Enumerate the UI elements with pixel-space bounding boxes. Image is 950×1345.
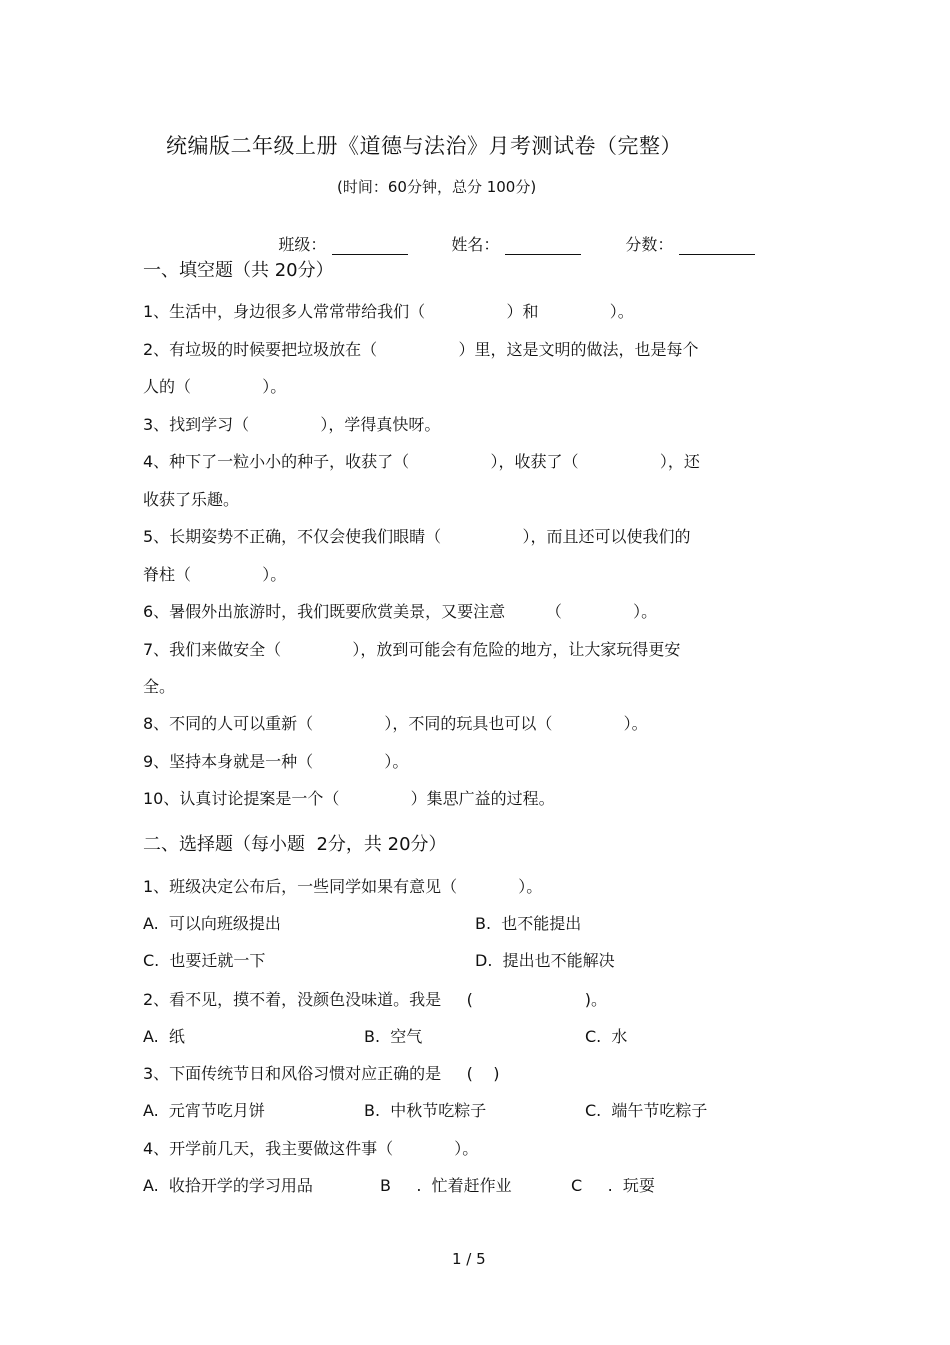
option-a: A. 收拾开学的学习用品 xyxy=(143,1176,313,1195)
section1-heading: 一、填空题（共 20分） xyxy=(143,260,334,281)
class-blank xyxy=(332,236,408,255)
class-label: 班级： xyxy=(278,235,327,254)
fill-line: 10、认真讨论提案是一个（ ）集思广益的过程。 xyxy=(143,789,555,808)
question-4: 4、开学前几天，我主要做这件事（ ）。 xyxy=(143,1139,479,1158)
fill-line: 脊柱（ ）。 xyxy=(143,565,287,584)
fill-line: 4、种下了一粒小小的种子，收获了（ ），收获了（ ），还 xyxy=(143,452,700,471)
fill-line: 收获了乐趣。 xyxy=(143,490,240,509)
option-c: C . 玩耍 xyxy=(571,1176,655,1195)
fill-line: 6、暑假外出旅游时，我们既要欣赏美景，又要注意 （ ）。 xyxy=(143,602,658,621)
exam-subtitle: (时间：60分钟，总分 100分) xyxy=(337,178,537,196)
fill-line: 5、长期姿势不正确，不仅会使我们眼睛（ ），而且还可以使我们的 xyxy=(143,527,691,546)
fill-line: 9、坚持本身就是一种（ ）。 xyxy=(143,752,409,771)
fill-line: 人的（ ）。 xyxy=(143,377,287,396)
option-c: C. 水 xyxy=(585,1027,628,1046)
name-blank xyxy=(505,236,581,255)
question-1: 1、班级决定公布后，一些同学如果有意见（ ）。 xyxy=(143,877,543,896)
fill-line: 1、生活中，身边很多人常常带给我们（ ）和 ）。 xyxy=(143,302,634,321)
fill-line: 2、有垃圾的时候要把垃圾放在（ ）里，这是文明的做法，也是每个 xyxy=(143,340,699,359)
score-blank xyxy=(679,236,755,255)
fill-line: 8、不同的人可以重新（ ），不同的玩具也可以（ ）。 xyxy=(143,714,648,733)
fill-line: 全。 xyxy=(143,677,176,696)
option-b: B . 忙着赶作业 xyxy=(380,1176,512,1195)
score-label: 分数： xyxy=(625,235,674,254)
section2-heading: 二、选择题（每小题 2分，共 20分） xyxy=(143,834,447,855)
question-3: 3、下面传统节日和风俗习惯对应正确的是 ( ) xyxy=(143,1064,500,1083)
page-title: 统编版二年级上册《道德与法治》月考测试卷（完整） xyxy=(166,134,682,158)
option-a: A. 纸 xyxy=(143,1027,185,1046)
option-b: B. 中秋节吃粽子 xyxy=(364,1101,487,1120)
option-b: B. 空气 xyxy=(364,1027,423,1046)
name-label: 姓名： xyxy=(451,235,500,254)
option-c: C. 也要迁就一下 xyxy=(143,951,266,970)
option-b: B. 也不能提出 xyxy=(475,914,582,933)
question-2: 2、看不见，摸不着，没颜色没味道。我是 ( )。 xyxy=(143,990,607,1009)
score-field xyxy=(605,213,755,274)
option-c: C. 端午节吃粽子 xyxy=(585,1101,708,1120)
option-d: D. 提出也不能解决 xyxy=(475,951,615,970)
option-a: A. 可以向班级提出 xyxy=(143,914,281,933)
fill-line: 3、找到学习（ ），学得真快呀。 xyxy=(143,415,441,434)
fill-line: 7、我们来做安全（ ），放到可能会有危险的地方，让大家玩得更安 xyxy=(143,640,681,659)
option-a: A. 元宵节吃月饼 xyxy=(143,1101,265,1120)
name-field xyxy=(431,213,581,274)
page-number: 1 / 5 xyxy=(452,1250,486,1268)
